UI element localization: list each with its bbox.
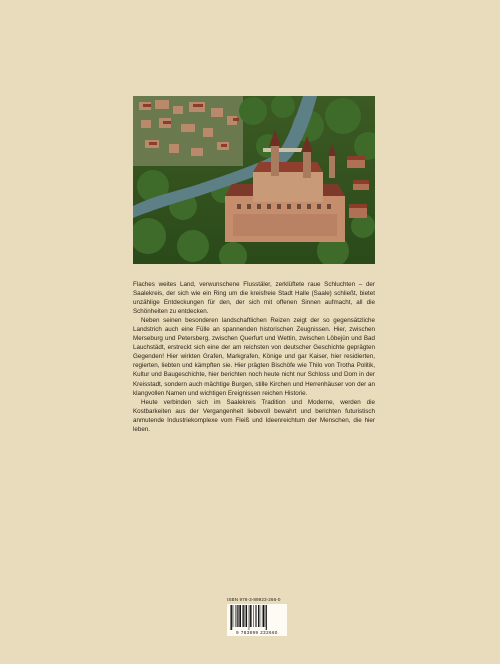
barcode-bar (260, 605, 261, 627)
barcode-bar (239, 605, 241, 627)
barcode-bar (245, 605, 246, 627)
barcode-bar (230, 605, 231, 630)
barcode-bar (242, 605, 243, 627)
barcode-bar (250, 605, 251, 627)
barcode-bar (249, 605, 250, 630)
barcode-bar (265, 605, 266, 627)
blurb-text (133, 280, 375, 434)
barcode-bar (266, 605, 267, 630)
blurb-paragraph-1: Flaches weites Land, verwunschene Flusstäler, zerklüftete raue Schluchten – der Saalekreis, der sich wie ein Ring um die kreisfreie Stadt Halle (Saale) schließt, bietet unzählige Entdeckungen für den, der sich mit offenen Sinnen aufmacht, all die Schönheiten zu entdecken. (133, 281, 375, 316)
barcode-bar (233, 605, 234, 627)
blurb-paragraph-2: Neben seinen besonderen landschaftlichen Reizen zeigt der so gegensätzliche Landstrich auch eine Fülle an spannenden historischen Zeugnissen. Hier, zwischen Merseburg und Petersberg, zwischen Querfurt und Wettin, zwischen Löbejün und Bad Lauchstädt, erstreckt sich eine der am reichsten von deutscher Geschichte geprägten Gegenden! Hier wirkten Grafen, Markgrafen, Könige und gar Kaiser, hier residierten, regierten, liebten und kämpften sie. Hier prägten Bischöfe wie Thilo von Trotha Politik, Kultur und Baugeschichte, hier berichten noch heute nicht nur Schloss und Dom in der Kreisstadt, sondern auch mächtige Burgen, stille Kirchen und Herrenhäuser von der an klangvollen Namen und wichtigen Ereignissen reichen Historie. (133, 317, 375, 397)
barcode-bar (262, 605, 263, 627)
barcode-bar (231, 605, 232, 630)
aerial-photo (133, 96, 375, 264)
barcode-bar (258, 605, 259, 627)
barcode-bar (238, 605, 239, 627)
barcode-bar (255, 605, 256, 627)
barcode-digits: 9 783899 232660 (236, 630, 278, 635)
barcode-bar (263, 605, 264, 627)
isbn-label: ISBN 978-3-89923-266-0 (227, 597, 281, 602)
barcode-bar (253, 605, 254, 627)
barcode-bar (235, 605, 236, 627)
barcode-bar (251, 605, 252, 627)
barcode-bar (243, 605, 244, 627)
barcode-bar (246, 605, 247, 627)
blurb-paragraph-3: Heute verbinden sich im Saalekreis Tradition und Moderne, werden die Kostbarkeiten aus der Vergangenheit liebevoll bewahrt und berichten futuristisch anmutende Industriekomplexe vom Fleiß und Ideenreichtum der Menschen, die hier leben. (133, 398, 375, 433)
barcode-bar (256, 605, 257, 627)
barcode-bar (237, 605, 238, 627)
